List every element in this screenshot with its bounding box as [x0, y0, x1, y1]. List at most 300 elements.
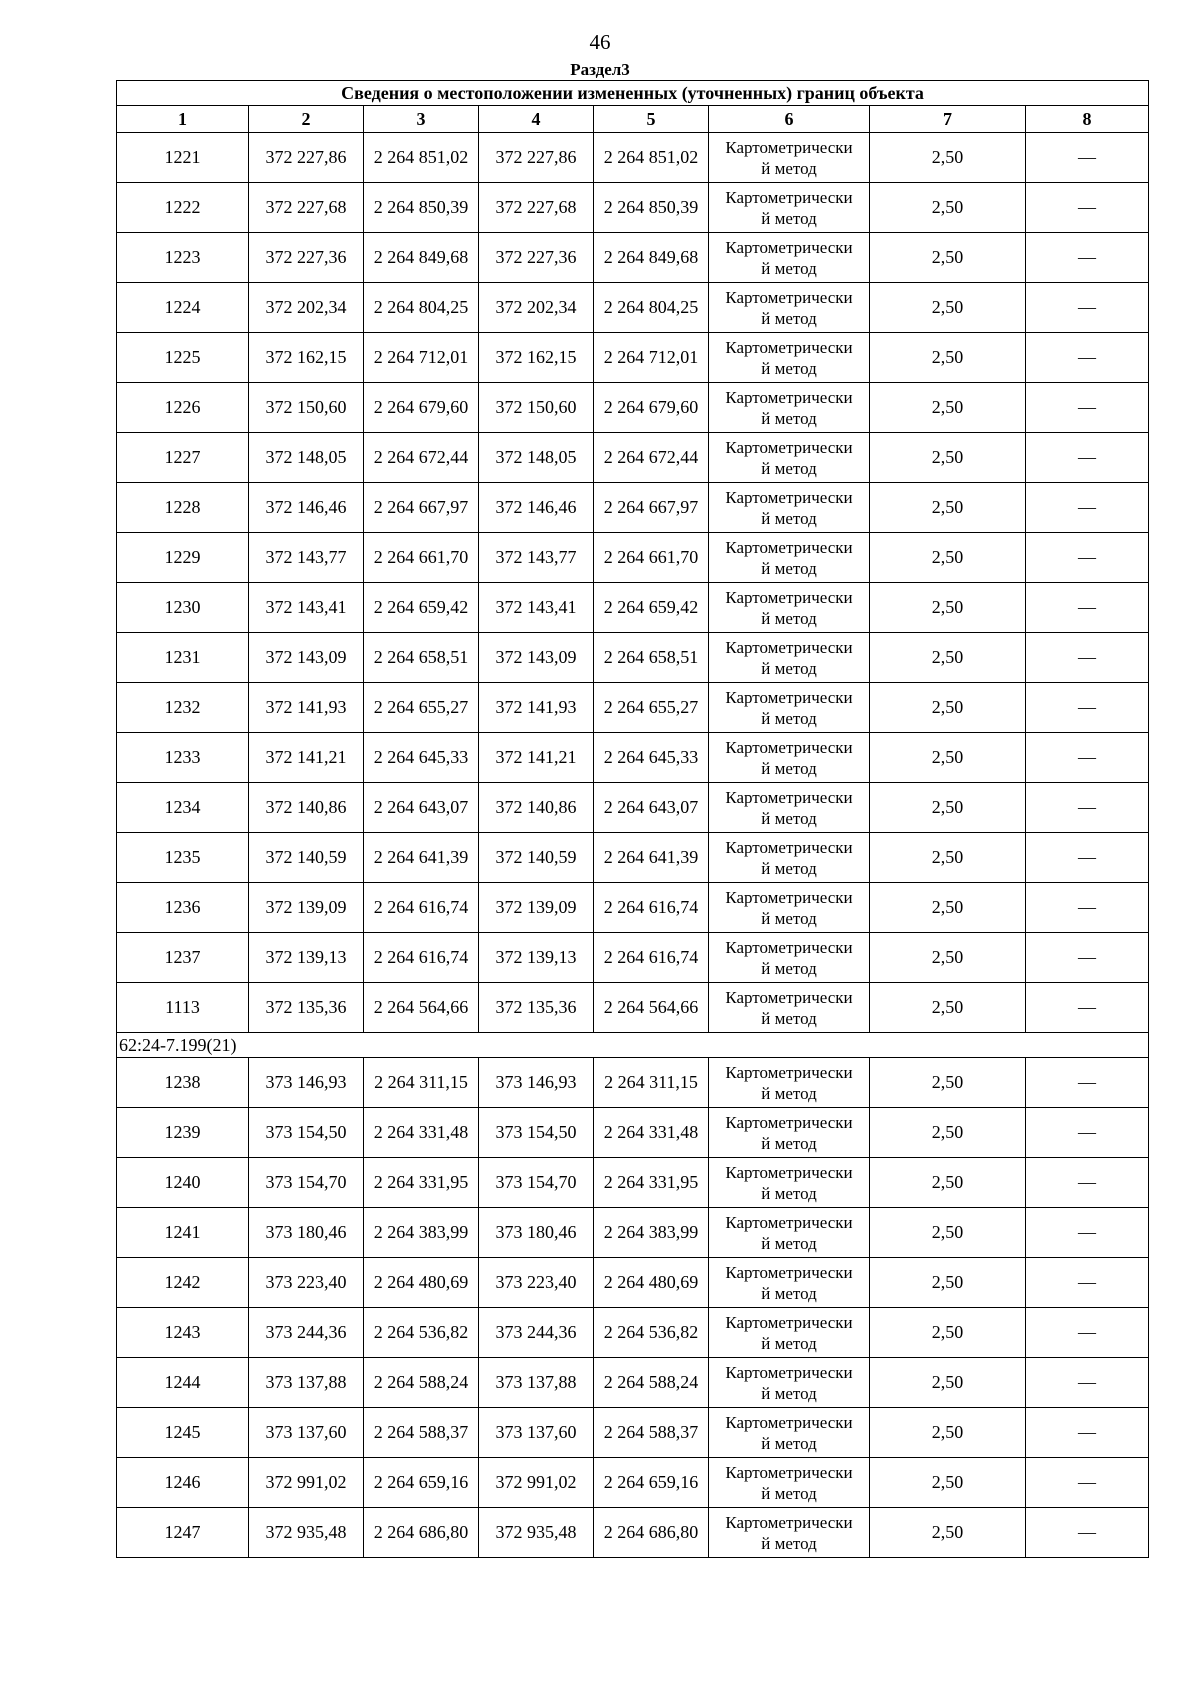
method-text: й метод: [761, 208, 817, 228]
method-cell: [709, 983, 870, 1033]
point-number: 1228: [117, 483, 249, 533]
point-number: 1222: [117, 183, 249, 233]
new-y-coordinate: 2 264 383,99: [594, 1208, 709, 1258]
old-x-coordinate: 373 180,46: [249, 1208, 364, 1258]
accuracy-value: 2,50: [870, 183, 1026, 233]
method-cell: [709, 1508, 870, 1558]
new-x-coordinate: 373 137,88: [479, 1358, 594, 1408]
note-value: —: [1026, 1358, 1149, 1408]
method-text: Картометрически: [725, 237, 853, 257]
point-number: 1223: [117, 233, 249, 283]
method-cell: [709, 733, 870, 783]
method-cell: [709, 1408, 870, 1458]
point-number: 1236: [117, 883, 249, 933]
new-y-coordinate: 2 264 331,95: [594, 1158, 709, 1208]
new-y-coordinate: 2 264 480,69: [594, 1258, 709, 1308]
method-text: й метод: [761, 908, 817, 928]
old-x-coordinate: 372 148,05: [249, 433, 364, 483]
table-caption-row: [117, 81, 1149, 106]
old-x-coordinate: 372 143,77: [249, 533, 364, 583]
old-x-coordinate: 373 154,50: [249, 1108, 364, 1158]
accuracy-value: 2,50: [870, 433, 1026, 483]
old-y-coordinate: 2 264 659,16: [364, 1458, 479, 1508]
old-y-coordinate: 2 264 661,70: [364, 533, 479, 583]
table-row: [117, 1258, 1149, 1308]
old-y-coordinate: 2 264 331,95: [364, 1158, 479, 1208]
old-y-coordinate: 2 264 667,97: [364, 483, 479, 533]
accuracy-value: 2,50: [870, 783, 1026, 833]
table-row: [117, 583, 1149, 633]
table-row: [117, 683, 1149, 733]
new-x-coordinate: 373 180,46: [479, 1208, 594, 1258]
method-text: й метод: [761, 1383, 817, 1403]
note-value: —: [1026, 783, 1149, 833]
method-cell: [709, 533, 870, 583]
note-value: —: [1026, 1108, 1149, 1158]
new-y-coordinate: 2 264 667,97: [594, 483, 709, 533]
column-number: 2: [249, 106, 364, 133]
method-text: Картометрически: [725, 137, 853, 157]
old-x-coordinate: 373 137,60: [249, 1408, 364, 1458]
old-y-coordinate: 2 264 643,07: [364, 783, 479, 833]
old-y-coordinate: 2 264 480,69: [364, 1258, 479, 1308]
method-cell: [709, 1308, 870, 1358]
method-text: Картометрически: [725, 737, 853, 757]
table-body: [117, 81, 1149, 1558]
new-x-coordinate: 372 146,46: [479, 483, 594, 533]
table-row: [117, 483, 1149, 533]
accuracy-value: 2,50: [870, 883, 1026, 933]
old-x-coordinate: 372 227,86: [249, 133, 364, 183]
method-text: й метод: [761, 1283, 817, 1303]
method-text: й метод: [761, 1133, 817, 1153]
accuracy-value: 2,50: [870, 533, 1026, 583]
old-y-coordinate: 2 264 331,48: [364, 1108, 479, 1158]
table-row: [117, 933, 1149, 983]
table-row: [117, 1208, 1149, 1258]
cadastral-number-label: 62:24-7.199(21): [117, 1033, 1149, 1058]
accuracy-value: 2,50: [870, 1258, 1026, 1308]
method-text: Картометрически: [725, 287, 853, 307]
new-y-coordinate: 2 264 712,01: [594, 333, 709, 383]
note-value: —: [1026, 1408, 1149, 1458]
method-text: й метод: [761, 508, 817, 528]
new-x-coordinate: 372 202,34: [479, 283, 594, 333]
method-text: й метод: [761, 558, 817, 578]
old-y-coordinate: 2 264 641,39: [364, 833, 479, 883]
table-row: [117, 1408, 1149, 1458]
point-number: 1232: [117, 683, 249, 733]
point-number: 1226: [117, 383, 249, 433]
table-row: [117, 633, 1149, 683]
point-number: 1238: [117, 1058, 249, 1108]
method-text: й метод: [761, 808, 817, 828]
new-x-coordinate: 372 991,02: [479, 1458, 594, 1508]
old-x-coordinate: 372 140,86: [249, 783, 364, 833]
method-cell: [709, 833, 870, 883]
note-value: —: [1026, 633, 1149, 683]
method-cell: [709, 1108, 870, 1158]
method-text: й метод: [761, 858, 817, 878]
table-row: [117, 833, 1149, 883]
old-x-coordinate: 372 227,68: [249, 183, 364, 233]
method-text: Картометрически: [725, 387, 853, 407]
method-text: Картометрически: [725, 437, 853, 457]
point-number: 1234: [117, 783, 249, 833]
note-value: —: [1026, 833, 1149, 883]
old-y-coordinate: 2 264 616,74: [364, 883, 479, 933]
method-cell: [709, 1058, 870, 1108]
point-number: 1241: [117, 1208, 249, 1258]
new-y-coordinate: 2 264 331,48: [594, 1108, 709, 1158]
old-x-coordinate: 373 137,88: [249, 1358, 364, 1408]
table-row: [117, 983, 1149, 1033]
new-y-coordinate: 2 264 641,39: [594, 833, 709, 883]
old-y-coordinate: 2 264 616,74: [364, 933, 479, 983]
table-row: [117, 283, 1149, 333]
old-x-coordinate: 372 935,48: [249, 1508, 364, 1558]
old-x-coordinate: 372 202,34: [249, 283, 364, 333]
point-number: 1230: [117, 583, 249, 633]
method-cell: [709, 633, 870, 683]
new-x-coordinate: 372 148,05: [479, 433, 594, 483]
point-number: 1113: [117, 983, 249, 1033]
old-x-coordinate: 372 143,09: [249, 633, 364, 683]
old-x-coordinate: 372 150,60: [249, 383, 364, 433]
accuracy-value: 2,50: [870, 383, 1026, 433]
new-x-coordinate: 372 227,36: [479, 233, 594, 283]
old-y-coordinate: 2 264 383,99: [364, 1208, 479, 1258]
method-text: Картометрически: [725, 887, 853, 907]
method-cell: [709, 433, 870, 483]
new-x-coordinate: 372 150,60: [479, 383, 594, 433]
table-row: [117, 433, 1149, 483]
column-number: 8: [1026, 106, 1149, 133]
new-x-coordinate: 372 140,59: [479, 833, 594, 883]
method-cell: [709, 1208, 870, 1258]
note-value: —: [1026, 1308, 1149, 1358]
method-cell: [709, 233, 870, 283]
old-y-coordinate: 2 264 645,33: [364, 733, 479, 783]
new-y-coordinate: 2 264 661,70: [594, 533, 709, 583]
old-y-coordinate: 2 264 536,82: [364, 1308, 479, 1358]
old-y-coordinate: 2 264 850,39: [364, 183, 479, 233]
new-x-coordinate: 373 244,36: [479, 1308, 594, 1358]
method-text: Картометрически: [725, 337, 853, 357]
accuracy-value: 2,50: [870, 1058, 1026, 1108]
column-number: 7: [870, 106, 1026, 133]
new-y-coordinate: 2 264 588,24: [594, 1358, 709, 1408]
method-text: й метод: [761, 1233, 817, 1253]
method-text: й метод: [761, 308, 817, 328]
point-number: 1231: [117, 633, 249, 683]
old-x-coordinate: 372 139,13: [249, 933, 364, 983]
accuracy-value: 2,50: [870, 1458, 1026, 1508]
point-number: 1225: [117, 333, 249, 383]
old-x-coordinate: 372 143,41: [249, 583, 364, 633]
new-x-coordinate: 372 139,13: [479, 933, 594, 983]
new-y-coordinate: 2 264 658,51: [594, 633, 709, 683]
note-value: —: [1026, 733, 1149, 783]
column-number: 5: [594, 106, 709, 133]
new-x-coordinate: 372 162,15: [479, 333, 594, 383]
accuracy-value: 2,50: [870, 933, 1026, 983]
new-y-coordinate: 2 264 536,82: [594, 1308, 709, 1358]
new-x-coordinate: 372 935,48: [479, 1508, 594, 1558]
method-text: Картометрически: [725, 1412, 853, 1432]
accuracy-value: 2,50: [870, 333, 1026, 383]
new-x-coordinate: 373 137,60: [479, 1408, 594, 1458]
method-text: Картометрически: [725, 187, 853, 207]
method-text: й метод: [761, 1483, 817, 1503]
method-text: Картометрически: [725, 1362, 853, 1382]
note-value: —: [1026, 1158, 1149, 1208]
old-x-coordinate: 372 162,15: [249, 333, 364, 383]
method-cell: [709, 183, 870, 233]
method-cell: [709, 683, 870, 733]
accuracy-value: 2,50: [870, 1358, 1026, 1408]
new-y-coordinate: 2 264 849,68: [594, 233, 709, 283]
method-text: й метод: [761, 1083, 817, 1103]
old-x-coordinate: 372 140,59: [249, 833, 364, 883]
new-x-coordinate: 373 223,40: [479, 1258, 594, 1308]
table-row: [117, 1058, 1149, 1108]
old-y-coordinate: 2 264 849,68: [364, 233, 479, 283]
new-x-coordinate: 372 143,09: [479, 633, 594, 683]
method-cell: [709, 933, 870, 983]
accuracy-value: 2,50: [870, 133, 1026, 183]
accuracy-value: 2,50: [870, 983, 1026, 1033]
method-text: Картометрически: [725, 1262, 853, 1282]
method-text: й метод: [761, 358, 817, 378]
method-cell: [709, 583, 870, 633]
method-text: й метод: [761, 1008, 817, 1028]
point-number: 1229: [117, 533, 249, 583]
old-y-coordinate: 2 264 658,51: [364, 633, 479, 683]
old-y-coordinate: 2 264 679,60: [364, 383, 479, 433]
method-cell: [709, 1158, 870, 1208]
new-y-coordinate: 2 264 659,16: [594, 1458, 709, 1508]
table-row: [117, 183, 1149, 233]
note-value: —: [1026, 1508, 1149, 1558]
accuracy-value: 2,50: [870, 1508, 1026, 1558]
old-y-coordinate: 2 264 712,01: [364, 333, 479, 383]
method-text: Картометрически: [725, 1112, 853, 1132]
accuracy-value: 2,50: [870, 733, 1026, 783]
point-number: 1240: [117, 1158, 249, 1208]
new-y-coordinate: 2 264 659,42: [594, 583, 709, 633]
new-y-coordinate: 2 264 616,74: [594, 883, 709, 933]
note-value: —: [1026, 183, 1149, 233]
old-y-coordinate: 2 264 686,80: [364, 1508, 479, 1558]
point-number: 1239: [117, 1108, 249, 1158]
new-y-coordinate: 2 264 564,66: [594, 983, 709, 1033]
method-text: й метод: [761, 458, 817, 478]
note-value: —: [1026, 133, 1149, 183]
table-caption: Сведения о местоположении измененных (уточненных) границ объекта: [117, 81, 1149, 106]
method-text: й метод: [761, 1183, 817, 1203]
old-x-coordinate: 373 244,36: [249, 1308, 364, 1358]
old-x-coordinate: 372 141,93: [249, 683, 364, 733]
accuracy-value: 2,50: [870, 1308, 1026, 1358]
method-cell: [709, 883, 870, 933]
point-number: 1235: [117, 833, 249, 883]
table-row: [117, 1508, 1149, 1558]
old-y-coordinate: 2 264 564,66: [364, 983, 479, 1033]
accuracy-value: 2,50: [870, 1158, 1026, 1208]
method-text: Картометрически: [725, 1062, 853, 1082]
old-x-coordinate: 373 146,93: [249, 1058, 364, 1108]
old-x-coordinate: 372 141,21: [249, 733, 364, 783]
note-value: —: [1026, 883, 1149, 933]
old-y-coordinate: 2 264 672,44: [364, 433, 479, 483]
accuracy-value: 2,50: [870, 1408, 1026, 1458]
method-cell: [709, 133, 870, 183]
accuracy-value: 2,50: [870, 683, 1026, 733]
method-cell: [709, 333, 870, 383]
note-value: —: [1026, 1458, 1149, 1508]
method-cell: [709, 1258, 870, 1308]
point-number: 1233: [117, 733, 249, 783]
old-x-coordinate: 373 154,70: [249, 1158, 364, 1208]
new-x-coordinate: 372 141,21: [479, 733, 594, 783]
column-number: 3: [364, 106, 479, 133]
method-text: Картометрически: [725, 937, 853, 957]
note-value: —: [1026, 233, 1149, 283]
point-number: 1224: [117, 283, 249, 333]
accuracy-value: 2,50: [870, 633, 1026, 683]
accuracy-value: 2,50: [870, 1208, 1026, 1258]
method-cell: [709, 783, 870, 833]
method-cell: [709, 283, 870, 333]
old-x-coordinate: 373 223,40: [249, 1258, 364, 1308]
new-y-coordinate: 2 264 686,80: [594, 1508, 709, 1558]
method-cell: [709, 483, 870, 533]
method-text: й метод: [761, 258, 817, 278]
note-value: —: [1026, 983, 1149, 1033]
point-number: 1243: [117, 1308, 249, 1358]
group-header-row: [117, 1033, 1149, 1058]
note-value: —: [1026, 533, 1149, 583]
old-y-coordinate: 2 264 311,15: [364, 1058, 479, 1108]
method-text: Картометрически: [725, 637, 853, 657]
old-y-coordinate: 2 264 588,24: [364, 1358, 479, 1408]
table-row: [117, 533, 1149, 583]
accuracy-value: 2,50: [870, 483, 1026, 533]
point-number: 1246: [117, 1458, 249, 1508]
accuracy-value: 2,50: [870, 583, 1026, 633]
new-y-coordinate: 2 264 679,60: [594, 383, 709, 433]
new-y-coordinate: 2 264 588,37: [594, 1408, 709, 1458]
new-x-coordinate: 372 227,68: [479, 183, 594, 233]
old-y-coordinate: 2 264 588,37: [364, 1408, 479, 1458]
method-text: й метод: [761, 408, 817, 428]
method-text: й метод: [761, 708, 817, 728]
table-row: [117, 233, 1149, 283]
method-text: й метод: [761, 1333, 817, 1353]
new-y-coordinate: 2 264 311,15: [594, 1058, 709, 1108]
point-number: 1247: [117, 1508, 249, 1558]
table-row: [117, 333, 1149, 383]
column-number: 1: [117, 106, 249, 133]
new-y-coordinate: 2 264 851,02: [594, 133, 709, 183]
column-number-row: [117, 106, 1149, 133]
old-y-coordinate: 2 264 659,42: [364, 583, 479, 633]
point-number: 1221: [117, 133, 249, 183]
new-x-coordinate: 372 135,36: [479, 983, 594, 1033]
table-row: [117, 383, 1149, 433]
new-y-coordinate: 2 264 645,33: [594, 733, 709, 783]
column-number: 6: [709, 106, 870, 133]
old-y-coordinate: 2 264 655,27: [364, 683, 479, 733]
note-value: —: [1026, 483, 1149, 533]
method-text: й метод: [761, 608, 817, 628]
new-y-coordinate: 2 264 850,39: [594, 183, 709, 233]
new-x-coordinate: 372 143,77: [479, 533, 594, 583]
new-x-coordinate: 373 146,93: [479, 1058, 594, 1108]
table-row: [117, 1458, 1149, 1508]
note-value: —: [1026, 283, 1149, 333]
old-x-coordinate: 372 146,46: [249, 483, 364, 533]
method-text: Картометрически: [725, 487, 853, 507]
accuracy-value: 2,50: [870, 833, 1026, 883]
accuracy-value: 2,50: [870, 1108, 1026, 1158]
new-y-coordinate: 2 264 804,25: [594, 283, 709, 333]
method-text: й метод: [761, 1533, 817, 1553]
new-y-coordinate: 2 264 616,74: [594, 933, 709, 983]
note-value: —: [1026, 333, 1149, 383]
old-x-coordinate: 372 991,02: [249, 1458, 364, 1508]
note-value: —: [1026, 1258, 1149, 1308]
new-x-coordinate: 372 141,93: [479, 683, 594, 733]
method-text: Картометрически: [725, 787, 853, 807]
new-x-coordinate: 372 139,09: [479, 883, 594, 933]
method-cell: [709, 1458, 870, 1508]
coordinates-table: [116, 80, 1149, 1558]
new-x-coordinate: 373 154,50: [479, 1108, 594, 1158]
method-text: Картометрически: [725, 1212, 853, 1232]
note-value: —: [1026, 933, 1149, 983]
method-cell: [709, 383, 870, 433]
page-number: 46: [589, 30, 611, 54]
old-x-coordinate: 372 227,36: [249, 233, 364, 283]
method-text: Картометрически: [725, 1462, 853, 1482]
method-text: Картометрически: [725, 1312, 853, 1332]
method-text: й метод: [761, 658, 817, 678]
method-text: й метод: [761, 758, 817, 778]
table-row: [117, 1158, 1149, 1208]
point-number: 1245: [117, 1408, 249, 1458]
old-x-coordinate: 372 135,36: [249, 983, 364, 1033]
method-text: Картометрически: [725, 537, 853, 557]
note-value: —: [1026, 1208, 1149, 1258]
method-text: Картометрически: [725, 1512, 853, 1532]
point-number: 1227: [117, 433, 249, 483]
old-y-coordinate: 2 264 804,25: [364, 283, 479, 333]
method-text: й метод: [761, 1433, 817, 1453]
method-text: Картометрически: [725, 837, 853, 857]
method-text: Картометрически: [725, 687, 853, 707]
column-number: 4: [479, 106, 594, 133]
method-text: Картометрически: [725, 1162, 853, 1182]
new-x-coordinate: 372 143,41: [479, 583, 594, 633]
point-number: 1242: [117, 1258, 249, 1308]
note-value: —: [1026, 583, 1149, 633]
method-text: Картометрически: [725, 987, 853, 1007]
table-row: [117, 883, 1149, 933]
method-cell: [709, 1358, 870, 1408]
note-value: —: [1026, 383, 1149, 433]
